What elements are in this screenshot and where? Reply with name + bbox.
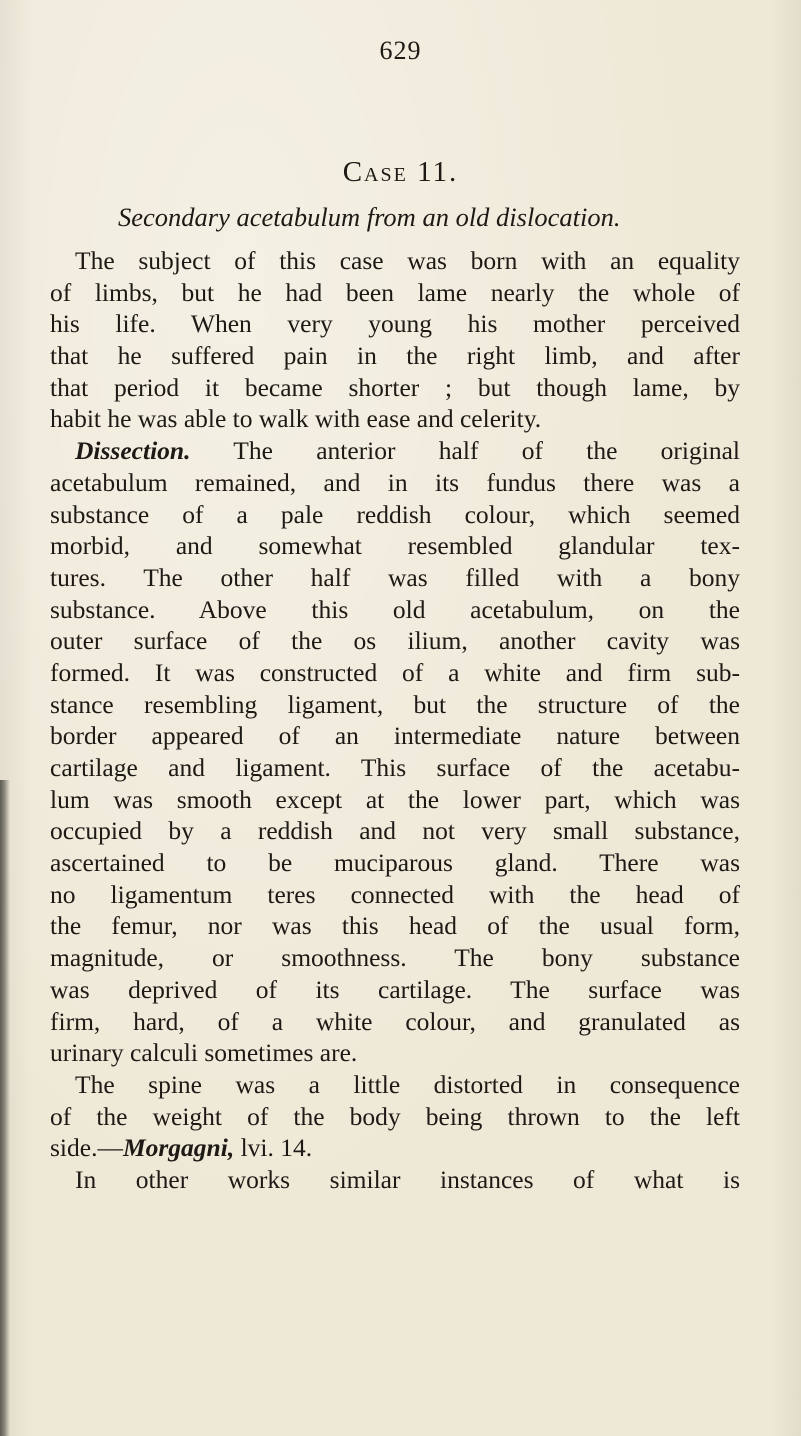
text-line: [50, 435, 740, 467]
text-line: of limbs, but he had been lame nearly the whole of: [50, 277, 740, 307]
text-line: no ligamentum teres connected with the head of: [50, 879, 740, 909]
page-number: 629: [379, 36, 422, 65]
text-line: outer surface of the os ilium, another cavity was: [50, 626, 740, 656]
text-line: The spine was a little distorted in consequence: [75, 1069, 740, 1099]
text-line: substance of a pale reddish colour, which seemed: [50, 499, 740, 529]
dissection-label: Dissection.: [75, 436, 191, 466]
text-line: The subject of this case was born with an equality: [75, 246, 740, 275]
text-line: border appeared of an intermediate nature between: [50, 721, 740, 751]
text-line: the femur, nor was this head of the usual form,: [50, 911, 740, 941]
text-line: magnitude, or smoothness. The bony substance: [50, 943, 740, 973]
text-line: acetabulum remained, and in its fundus there was a: [50, 467, 740, 497]
text-line: his life. When very young his mother perceived: [50, 309, 740, 339]
text-line: [50, 1132, 740, 1164]
text-line-rest: The anterior half of the original: [233, 436, 740, 466]
page-edge-shadow: [0, 780, 10, 1436]
case-subtitle: Secondary acetabulum from an old dislocation.: [118, 202, 621, 232]
text-line: ascertained to be muciparous gland. There was: [50, 848, 740, 878]
citation-ref: lvi. 14.: [240, 1133, 313, 1163]
morgagni-citation: Morgagni,: [122, 1133, 235, 1163]
text-line: formed. It was constructed of a white and firm sub-: [50, 657, 740, 687]
text-line: substance. Above this old acetabulum, on the: [50, 594, 740, 624]
text-line: occupied by a reddish and not very small substance,: [50, 816, 740, 846]
text-line: tures. The other half was filled with a bony: [50, 562, 740, 592]
text-line: urinary calculi sometimes are.: [50, 1038, 358, 1068]
text-line: of the weight of the body being thrown to the left: [50, 1101, 740, 1131]
side-prefix: side.—: [50, 1133, 123, 1163]
text-line: stance resembling ligament, but the structure of the: [50, 689, 740, 719]
text-line: cartilage and ligament. This surface of the acetabu-: [50, 753, 740, 782]
text-line: firm, hard, of a white colour, and granulated as: [50, 1006, 740, 1036]
text-line: lum was smooth except at the lower part, which was: [50, 784, 740, 814]
text-line: In other works similar instances of what is: [75, 1164, 740, 1194]
text-line: that period it became shorter ; but though lame, by: [50, 372, 740, 402]
text-line: was deprived of its cartilage. The surface was: [50, 974, 740, 1004]
body-text: [50, 245, 740, 1196]
case-heading: Case 11.: [342, 156, 459, 188]
text-line: habit he was able to walk with ease and celerity.: [50, 404, 542, 434]
text-line: that he suffered pain in the right limb, and after: [50, 341, 740, 371]
text-line: morbid, and somewhat resembled glandular tex-: [50, 531, 740, 561]
